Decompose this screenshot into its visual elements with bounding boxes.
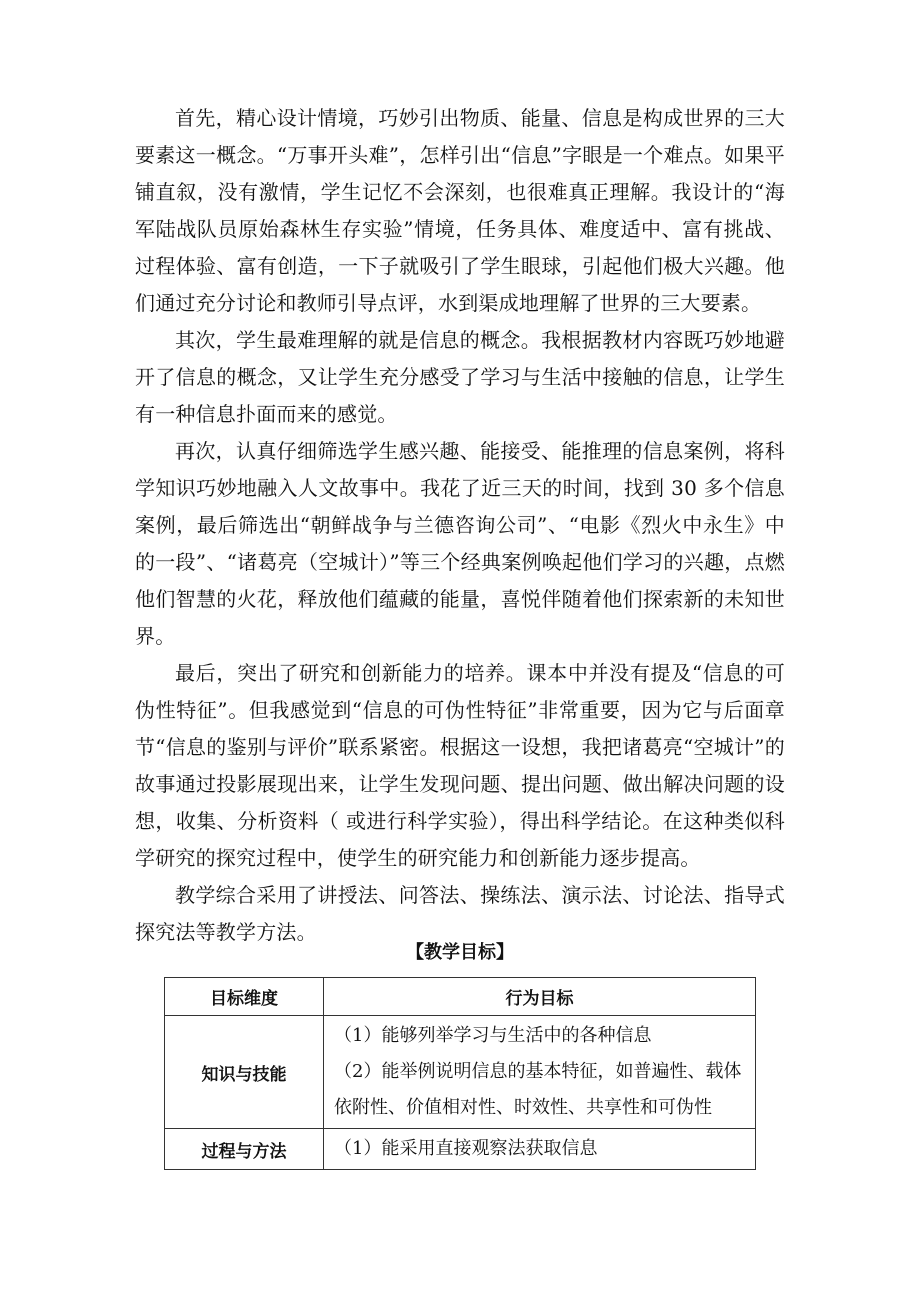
goal-item: （2）能举例说明信息的基本特征，如普遍性、载体依附性、价值相对性、时效性、共享性和可伪性 — [334, 1061, 742, 1118]
header-dimension: 目标维度 — [165, 978, 324, 1016]
goal-item: （1）能采用直接观察法获取信息 — [334, 1138, 598, 1159]
paragraph-third: 再次，认真仔细筛选学生感兴趣、能接受、能推理的信息案例，将科学知识巧妙地融入人文故事中。我花了近三天的时间，找到 30 多个信息案例，最后筛选出“朝鲜战争与兰德咨询公司”、“电影《烈火中永生》中的一段”、“诸葛亮（空城计）”等三个经典案例唤起他们学习的兴趣，点燃他们智慧的火花，释放他们蕴藏的能量，喜悦伴随着他们探索新的未知世界。 — [135, 439, 785, 648]
teaching-goals-table — [164, 977, 756, 1170]
section-title-teaching-goals: 【教学目标】 — [406, 942, 514, 963]
paragraph-fourth: 最后，突出了研究和创新能力的培养。课本中并没有提及“信息的可伪性特征”。但我感觉到“信息的可伪性特征”非常重要，因为它与后面章节“信息的鉴别与评价”联系紧密。根据这一设想，我把诸葛亮“空城计”的故事通过投影展现出来，让学生发现问题、提出问题、做出解决问题的设想，收集、分析资料（ 或进行科学实验），得出科学结论。在这种类似科学研究的探究过程中，使学生的研究能力和创新能力逐步提高。 — [135, 661, 785, 870]
goal-cell — [324, 1016, 756, 1129]
table-row — [165, 1129, 756, 1170]
header-behavior-goal: 行为目标 — [324, 978, 756, 1016]
body-text — [135, 100, 785, 951]
goal-cell — [324, 1129, 756, 1170]
table-header-row — [165, 978, 756, 1016]
paragraph-fifth: 教学综合采用了讲授法、问答法、操练法、演示法、讨论法、指导式探究法等教学方法。 — [135, 883, 785, 944]
goal-item: （1）能够列举学习与生活中的各种信息 — [334, 1025, 652, 1046]
dimension-cell: 知识与技能 — [165, 1016, 324, 1129]
paragraph-first: 首先，精心设计情境，巧妙引出物质、能量、信息是构成世界的三大要素这一概念。“万事开头难”，怎样引出“信息”字眼是一个难点。如果平铺直叙，没有激情，学生记忆不会深刻，也很难真正理解。我设计的“海军陆战队员原始森林生存实验”情境，任务具体、难度适中、富有挑战、过程体验、富有创造，一下子就吸引了学生眼球，引起他们极大兴趣。他们通过充分讨论和教师引导点评，水到渠成地理解了世界的三大要素。 — [135, 106, 785, 315]
paragraph-second: 其次，学生最难理解的就是信息的概念。我根据教材内容既巧妙地避开了信息的概念，又让学生充分感受了学习与生活中接触的信息，让学生有一种信息扑面而来的感觉。 — [135, 328, 785, 426]
dimension-cell: 过程与方法 — [165, 1129, 324, 1170]
table-row — [165, 1016, 756, 1129]
